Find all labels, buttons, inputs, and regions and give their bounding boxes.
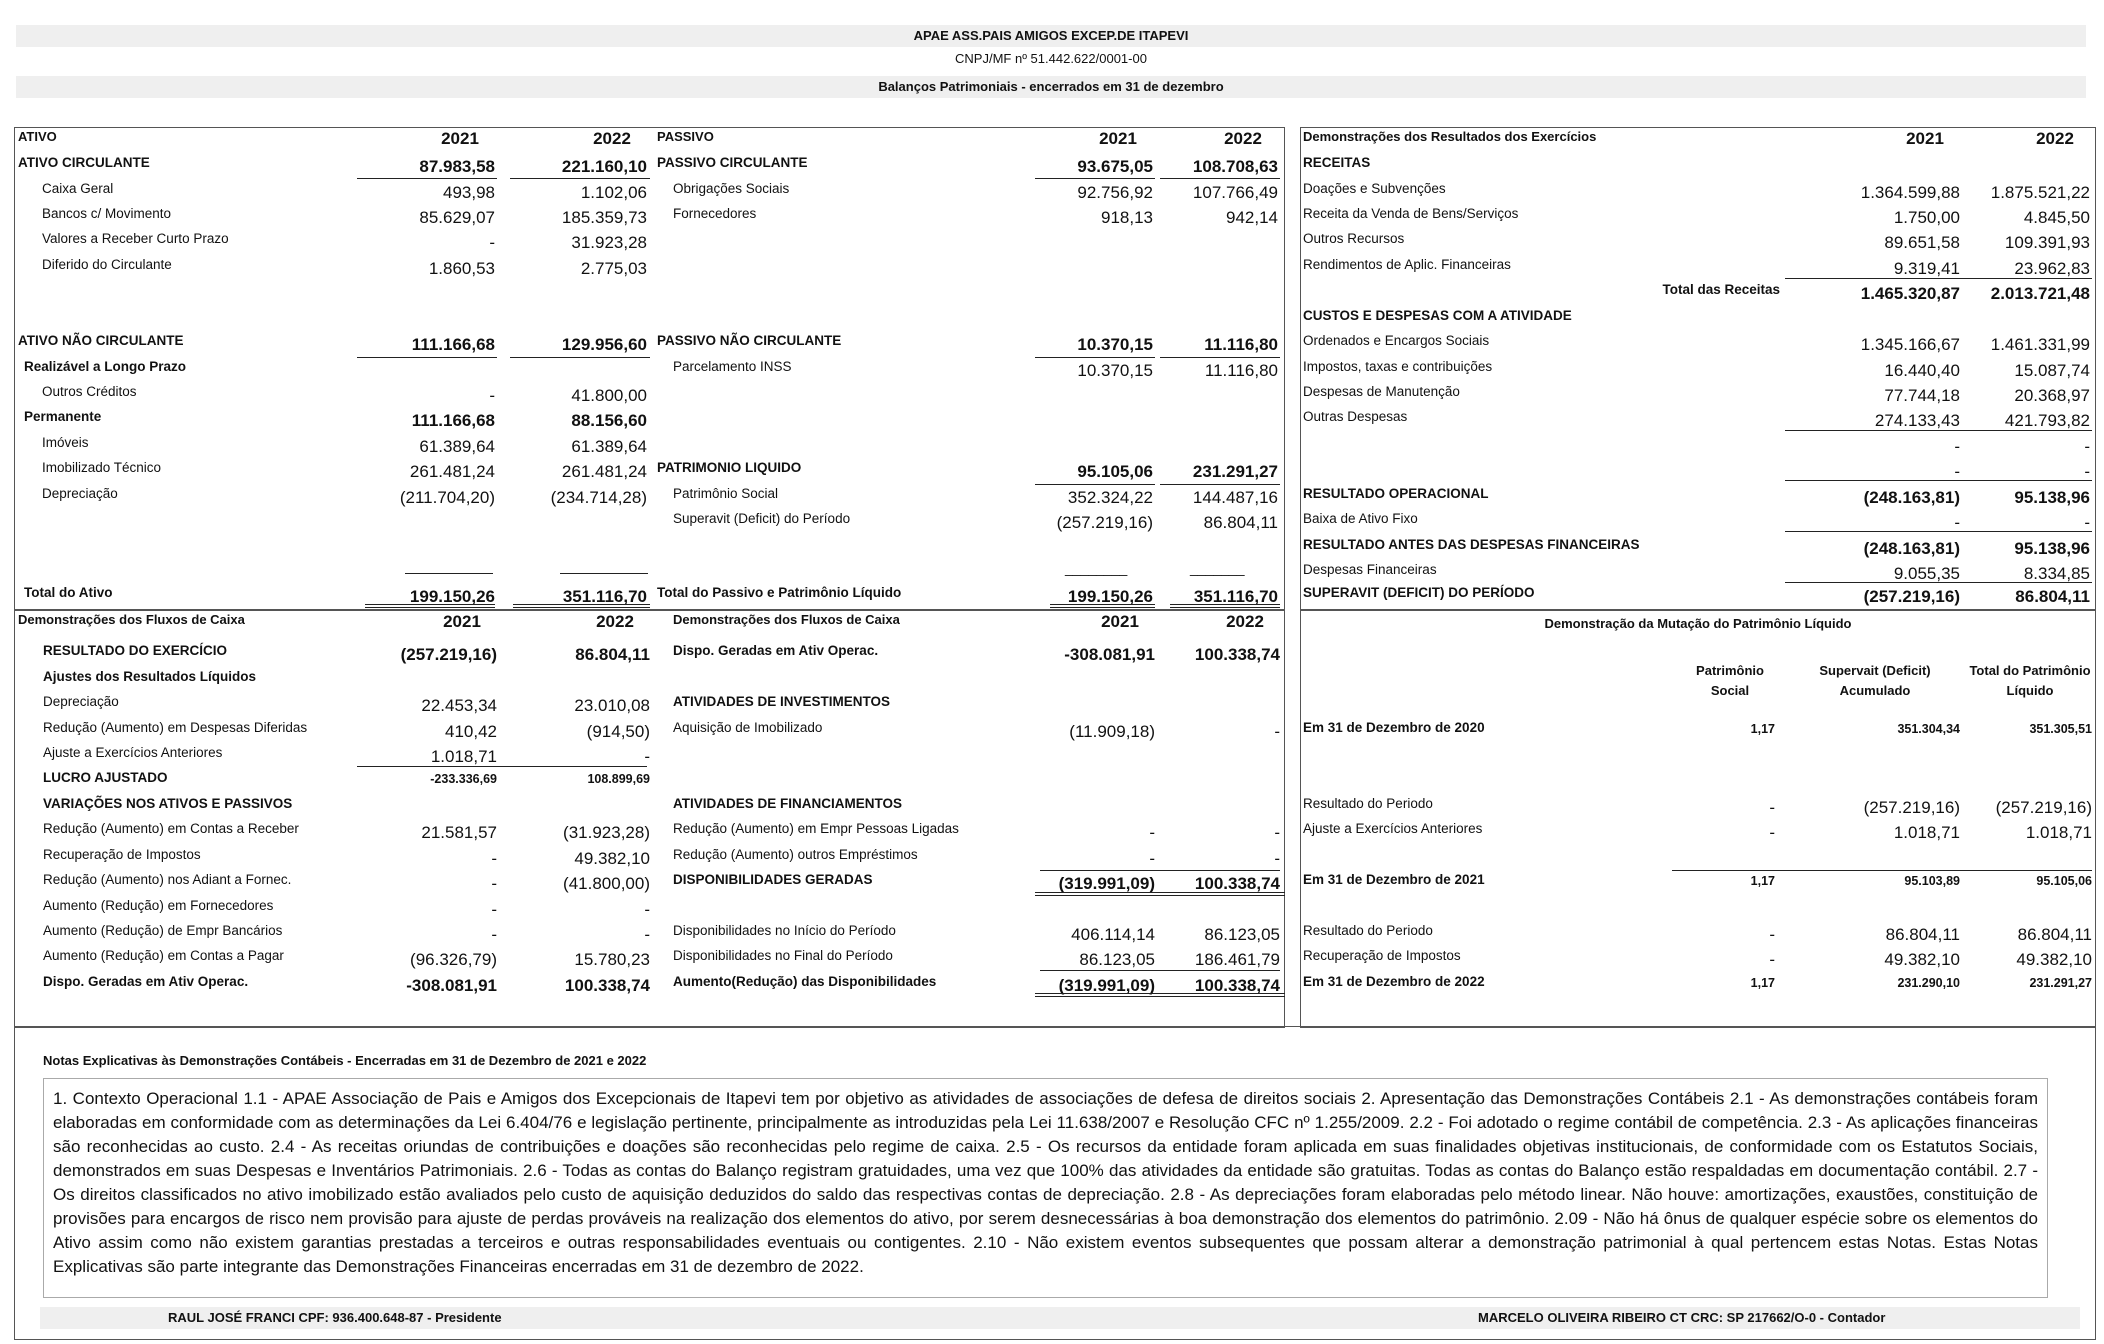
passivo-value-2022: 351.116,70 bbox=[1193, 587, 1278, 606]
dfc-right-row-label: Redução (Aumento) outros Empréstimos bbox=[673, 847, 918, 862]
dfc-left-row-label: Aumento (Redução) de Empr Bancários bbox=[43, 923, 283, 938]
rule-line bbox=[1035, 178, 1155, 179]
passivo-value-2021: 93.675,05 bbox=[1077, 157, 1153, 176]
passivo-dash-2021: ________ bbox=[1065, 560, 1128, 576]
signature-president: RAUL JOSÉ FRANCI CPF: 936.400.648-87 - Presidente bbox=[168, 1310, 502, 1325]
rule-line bbox=[1960, 480, 2092, 481]
dmpl-value-total: 351.305,51 bbox=[2029, 722, 2092, 736]
ativo-value-2022: 41.800,00 bbox=[571, 386, 647, 405]
rule-line bbox=[560, 573, 648, 574]
passivo-value-2022: 11.116,80 bbox=[1204, 361, 1278, 380]
rule-line bbox=[510, 357, 650, 358]
ativo-year-2021: 2021 bbox=[441, 129, 479, 148]
dmpl-value-total: 49.382,10 bbox=[2016, 950, 2092, 969]
rule-line bbox=[1785, 531, 1960, 532]
dre-value-2022: 95.138,96 bbox=[2014, 488, 2090, 507]
rule-line bbox=[1960, 582, 2092, 583]
ativo-row-label: Valores a Receber Curto Prazo bbox=[42, 231, 229, 246]
dmpl-value-patrimonio-social: - bbox=[1769, 823, 1775, 842]
passivo-row-label: PATRIMONIO LIQUIDO bbox=[657, 460, 802, 475]
ativo-value-2021: 111.166,68 bbox=[411, 411, 495, 430]
dre-row-label: RESULTADO ANTES DAS DESPESAS FINANCEIRAS bbox=[1303, 537, 1640, 552]
dmpl-value-patrimonio-social: 1,17 bbox=[1750, 976, 1775, 990]
dmpl-row-label: Resultado do Periodo bbox=[1303, 796, 1433, 811]
dre-row-label: Receita da Venda de Bens/Serviços bbox=[1303, 206, 1519, 221]
dfc-left-year-2022: 2022 bbox=[596, 612, 634, 631]
dfc-left-title: Demonstrações dos Fluxos de Caixa bbox=[18, 612, 245, 627]
ativo-value-2022: 31.923,28 bbox=[571, 233, 647, 252]
passivo-value-2021: 92.756,92 bbox=[1077, 183, 1153, 202]
dmpl-row-label: Em 31 de Dezembro de 2020 bbox=[1303, 720, 1485, 735]
dmpl-value-patrimonio-social: - bbox=[1769, 925, 1775, 944]
notes-title: Notas Explicativas às Demonstrações Contábeis - Encerradas em 31 de Dezembro de 2021 e 2022 bbox=[43, 1053, 647, 1068]
dre-value-2022: - bbox=[2084, 437, 2090, 456]
rule-line bbox=[357, 766, 647, 767]
rule-line bbox=[405, 573, 493, 574]
dfc-left-value-2021: 410,42 bbox=[445, 722, 497, 741]
ativo-value-2021: 261.481,24 bbox=[409, 462, 495, 481]
dfc-left-value-2022: 23.010,08 bbox=[574, 696, 650, 715]
dmpl-row-label: Em 31 de Dezembro de 2022 bbox=[1303, 974, 1485, 989]
ativo-row-label: Total do Ativo bbox=[24, 585, 113, 600]
ativo-value-2021: 199.150,26 bbox=[409, 587, 495, 606]
ativo-value-2022: 351.116,70 bbox=[562, 587, 647, 606]
ativo-value-2021: 85.629,07 bbox=[419, 208, 495, 227]
dre-value-2021: 1.465.320,87 bbox=[1860, 284, 1960, 303]
rule-line bbox=[1160, 357, 1280, 358]
dre-row-label: Ordenados e Encargos Sociais bbox=[1303, 333, 1490, 348]
dfc-right-value-2021: (319.991,09) bbox=[1058, 874, 1155, 893]
ativo-row-label: Diferido do Circulante bbox=[42, 257, 172, 272]
dre-value-2021: (248.163,81) bbox=[1863, 488, 1960, 507]
ativo-value-2021: (211.704,20) bbox=[399, 488, 495, 507]
dre-value-2021: 1.364.599,88 bbox=[1860, 183, 1960, 202]
dmpl-value-superavit: 95.103,89 bbox=[1904, 874, 1960, 888]
entity-name: APAE ASS.PAIS AMIGOS EXCEP.DE ITAPEVI bbox=[16, 25, 2086, 47]
dfc-left-value-2021: (96.326,79) bbox=[410, 950, 497, 969]
dfc-left-value-2021: -308.081,91 bbox=[406, 976, 497, 995]
notes-text: 1. Contexto Operacional 1.1 - APAE Associação de Pais e Amigos dos Excepcionais de Itapevi tem por objetivo as atividades de associações de defesa de direitos sociais 2. Apresentação das Demonstrações Contábeis 2.1 - As demonstrações contábeis foram elaboradas em conformidade com as determinações da Lei 6.404/76 e legislação pertinente, principalmente as introduzidas pela Lei 11.638/2007 e Resolução CFC nº 1.255/2009. 2.2 - Foi adotado o regime contábil de competência. 2.3 - As aplicações financeiras são reconhecidas ao custo. 2.4 - As receitas oriundas de contribuições e doações são reconhecidas pelo regime de caixa. 2.5 - Os recursos da entidade foram aplicada em suas finalidades objetivas institucionais, de conformidade com os Estatutos Sociais, demonstrados em suas Despesas e Inventários Patrimoniais. 2.6 - Todas as contas do Balanço registram gratuidades, uma vez que 100% das atividades da entidade são gratuitas. Todas as contas do Balanço estão respaldadas em documentação contábil. 2.7 - Os direitos classificados no ativo imobilizado estão avaliados pelo custo de aquisição deduzidos do saldo das respectivas contas de depreciação. 2.8 - As depreciações foram elaboradas pelo método linear. Não houve: amortizações, exaustões, constituição de provisões para encargos de risco nem provisão para ajuste de perdas prováveis na realização dos elementos do ativo, por serem desnecessárias à boa demonstração dos elementos do patrimônio. 2.09 - Não há ônus de qualquer espécie sobre os elementos do Ativo assim como não existem garantias prestadas a terceiros e outras responsabilidades eventuais ou contigentes. 2.10 - Não existem eventos subsequentes que possam alterar a demonstração patrimonial à qual pertencem estas Notas. Estas Notas Explicativas são parte integrante das Demonstrações Financeiras encerradas em 31 de dezembro de 2022. bbox=[43, 1078, 2048, 1298]
dfc-left-row-label: RESULTADO DO EXERCÍCIO bbox=[43, 643, 228, 658]
dfc-right-year-2021: 2021 bbox=[1101, 612, 1139, 631]
rule-line bbox=[365, 604, 495, 608]
dmpl-row-label: Resultado do Periodo bbox=[1303, 923, 1433, 938]
dmpl-value-total: 95.105,06 bbox=[2036, 874, 2092, 888]
rule-line bbox=[1035, 993, 1285, 997]
dfc-right-row-label: ATIVIDADES DE INVESTIMENTOS bbox=[673, 694, 891, 709]
dre-title: Demonstrações dos Resultados dos Exercícios bbox=[1303, 129, 1597, 144]
dfc-left-value-2022: - bbox=[644, 925, 650, 944]
dmpl-value-superavit: 49.382,10 bbox=[1884, 950, 1960, 969]
passivo-row-label: Patrimônio Social bbox=[673, 486, 779, 501]
dmpl-value-superavit: 231.290,10 bbox=[1897, 976, 1960, 990]
dre-value-2022: 4.845,50 bbox=[2023, 208, 2090, 227]
rule-line bbox=[1050, 604, 1155, 608]
dfc-right-row-label: Disponibilidades no Final do Período bbox=[673, 948, 893, 963]
rule-line bbox=[1040, 970, 1280, 971]
dre-row-label: SUPERAVIT (DEFICIT) DO PERÍODO bbox=[1303, 585, 1535, 600]
passivo-value-2021: 10.370,15 bbox=[1077, 335, 1153, 354]
dre-value-2022: 23.962,83 bbox=[2014, 259, 2090, 278]
dre-value-2021: - bbox=[1954, 513, 1960, 532]
passivo-row-label: Superavit (Deficit) do Período bbox=[673, 511, 851, 526]
dfc-left-row-label: Redução (Aumento) em Contas a Receber bbox=[43, 821, 299, 836]
signature-accountant: MARCELO OLIVEIRA RIBEIRO CT CRC: SP 217662/O-0 - Contador bbox=[1478, 1310, 1886, 1325]
cnpj: CNPJ/MF nº 51.442.622/0001-00 bbox=[955, 51, 1147, 66]
dmpl-value-total: 1.018,71 bbox=[2025, 823, 2092, 842]
dfc-left-value-2022: (914,50) bbox=[586, 722, 650, 741]
ativo-value-2021: 493,98 bbox=[443, 183, 495, 202]
dmpl-value-superavit: 351.304,34 bbox=[1897, 722, 1960, 736]
dfc-left-value-2022: 86.804,11 bbox=[575, 645, 650, 664]
dfc-left-row-label: Redução (Aumento) nos Adiant a Fornec. bbox=[43, 872, 292, 887]
ativo-year-2022: 2022 bbox=[593, 129, 631, 148]
dmpl-col-total: Total do Patrimônio Líquido bbox=[1969, 663, 2091, 698]
dfc-left-row-label: Recuperação de Impostos bbox=[43, 847, 201, 862]
ativo-value-2022: 1.102,06 bbox=[580, 183, 647, 202]
dre-row-label: Despesas de Manutenção bbox=[1303, 384, 1460, 399]
dfc-left-value-2021: - bbox=[491, 925, 497, 944]
ativo-row-label: ATIVO CIRCULANTE bbox=[18, 155, 150, 170]
dre-value-2022: 1.875.521,22 bbox=[1990, 183, 2090, 202]
dre-value-2022: 2.013.721,48 bbox=[1990, 284, 2090, 303]
rule-line bbox=[513, 604, 650, 608]
dfc-left-value-2021: -233.336,69 bbox=[430, 772, 497, 786]
dfc-left-row-label: Redução (Aumento) em Despesas Diferidas bbox=[43, 720, 308, 735]
dmpl-value-patrimonio-social: 1,17 bbox=[1750, 722, 1775, 736]
dre-row-label: Despesas Financeiras bbox=[1303, 562, 1437, 577]
dfc-left-row-label: Aumento (Redução) em Fornecedores bbox=[43, 898, 274, 913]
rule-line bbox=[1785, 480, 1960, 481]
ativo-title: ATIVO bbox=[18, 129, 57, 144]
ativo-value-2022: 129.956,60 bbox=[561, 335, 647, 354]
dre-value-2022: 8.334,85 bbox=[2023, 564, 2090, 583]
dfc-left-row-label: Dispo. Geradas em Ativ Operac. bbox=[43, 974, 249, 989]
dfc-right-value-2022: - bbox=[1274, 722, 1280, 741]
dmpl-title: Demonstração da Mutação do Patrimônio Líquido bbox=[1544, 616, 1852, 631]
dre-row-label: Doações e Subvenções bbox=[1303, 181, 1446, 196]
dre-value-2021: 77.744,18 bbox=[1884, 386, 1960, 405]
dfc-right-value-2021: 86.123,05 bbox=[1079, 950, 1155, 969]
passivo-row-label: PASSIVO CIRCULANTE bbox=[657, 155, 808, 170]
dfc-right-value-2021: 406.114,14 bbox=[1071, 925, 1155, 944]
dfc-left-value-2022: - bbox=[644, 900, 650, 919]
rule-line bbox=[1035, 892, 1285, 896]
dfc-right-value-2021: -308.081,91 bbox=[1064, 645, 1155, 664]
dfc-left-row-label: LUCRO AJUSTADO bbox=[43, 770, 168, 785]
dre-value-2022: 86.804,11 bbox=[2015, 587, 2090, 606]
dre-year-2022: 2022 bbox=[2036, 129, 2074, 148]
dre-value-2022: 421.793,82 bbox=[2004, 411, 2090, 430]
dfc-left-value-2022: 49.382,10 bbox=[574, 849, 650, 868]
ativo-row-label: Bancos c/ Movimento bbox=[42, 206, 172, 221]
dmpl-value-superavit: 1.018,71 bbox=[1893, 823, 1960, 842]
dre-value-2021: - bbox=[1954, 462, 1960, 481]
ativo-value-2022: 2.775,03 bbox=[580, 259, 647, 278]
dmpl-col-superavit: Supervait (Deficit) Acumulado bbox=[1819, 663, 1931, 698]
dfc-left-row-label: Ajustes dos Resultados Líquidos bbox=[43, 669, 257, 684]
ativo-value-2021: 87.983,58 bbox=[419, 157, 495, 176]
rule-line bbox=[1672, 870, 2092, 871]
dre-row-label: Outros Recursos bbox=[1303, 231, 1405, 246]
rule-line bbox=[1960, 278, 2092, 279]
dre-value-2022: 15.087,74 bbox=[2014, 361, 2090, 380]
passivo-value-2021: (257.219,16) bbox=[1056, 513, 1153, 532]
ativo-row-label: Imobilizado Técnico bbox=[42, 460, 162, 475]
dmpl-value-total: (257.219,16) bbox=[1995, 798, 2092, 817]
passivo-value-2022: 11.116,80 bbox=[1204, 335, 1278, 354]
dfc-right-row-label: DISPONIBILIDADES GERADAS bbox=[673, 872, 873, 887]
dre-value-2022: 95.138,96 bbox=[2014, 539, 2090, 558]
passivo-year-2022: 2022 bbox=[1224, 129, 1262, 148]
rule-line bbox=[1170, 604, 1280, 608]
dre-value-2021: 16.440,40 bbox=[1884, 361, 1960, 380]
dfc-right-value-2022: 186.461,79 bbox=[1194, 950, 1280, 969]
passivo-value-2022: 942,14 bbox=[1226, 208, 1278, 227]
dre-value-2021: 274.133,43 bbox=[1874, 411, 1960, 430]
rule-line bbox=[1040, 870, 1280, 871]
dre-row-label: Impostos, taxas e contribuições bbox=[1303, 359, 1493, 374]
dmpl-value-patrimonio-social: 1,17 bbox=[1750, 874, 1775, 888]
dmpl-row-label: Ajuste a Exercícios Anteriores bbox=[1303, 821, 1483, 836]
dre-row-label: Baixa de Ativo Fixo bbox=[1303, 511, 1418, 526]
passivo-dash-2022: _______ bbox=[1190, 560, 1245, 576]
dfc-left-value-2021: - bbox=[491, 874, 497, 893]
dfc-right-row-label: Aumento(Redução) das Disponibilidades bbox=[673, 974, 937, 989]
passivo-row-label: Fornecedores bbox=[673, 206, 757, 221]
passivo-row-label: Obrigações Sociais bbox=[673, 181, 790, 196]
dmpl-value-superavit: (257.219,16) bbox=[1863, 798, 1960, 817]
passivo-value-2021: 95.105,06 bbox=[1077, 462, 1153, 481]
ativo-row-label: ATIVO NÃO CIRCULANTE bbox=[18, 333, 184, 348]
dfc-left-year-2021: 2021 bbox=[443, 612, 481, 631]
ativo-row-label: Caixa Geral bbox=[42, 181, 114, 196]
dre-row-label: Total das Receitas bbox=[1662, 282, 1780, 297]
dre-row-label: CUSTOS E DESPESAS COM A ATIVIDADE bbox=[1303, 308, 1572, 323]
dfc-right-value-2022: 100.338,74 bbox=[1194, 874, 1280, 893]
ativo-value-2022: 61.389,64 bbox=[571, 437, 647, 456]
dre-value-2022: 1.461.331,99 bbox=[1990, 335, 2090, 354]
passivo-value-2022: 107.766,49 bbox=[1192, 183, 1278, 202]
dfc-left-value-2021: (257.219,16) bbox=[400, 645, 497, 664]
ativo-value-2021: 61.389,64 bbox=[419, 437, 495, 456]
dre-value-2021: 9.055,35 bbox=[1893, 564, 1960, 583]
dfc-right-value-2021: - bbox=[1149, 823, 1155, 842]
passivo-year-2021: 2021 bbox=[1099, 129, 1137, 148]
ativo-row-label: Permanente bbox=[24, 409, 102, 424]
rule-line bbox=[1160, 484, 1280, 485]
ativo-value-2022: 261.481,24 bbox=[561, 462, 647, 481]
ativo-value-2022: 221.160,10 bbox=[561, 157, 647, 176]
passivo-value-2021: 352.324,22 bbox=[1067, 488, 1153, 507]
rule-line bbox=[510, 178, 650, 179]
dfc-left-value-2022: 100.338,74 bbox=[564, 976, 650, 995]
rule-line bbox=[1960, 531, 2092, 532]
dfc-right-row-label: Disponibilidades no Início do Período bbox=[673, 923, 896, 938]
rule-line bbox=[1960, 430, 2092, 431]
dmpl-row-label: Em 31 de Dezembro de 2021 bbox=[1303, 872, 1485, 887]
passivo-value-2021: 199.150,26 bbox=[1067, 587, 1153, 606]
dfc-left-value-2022: (41.800,00) bbox=[563, 874, 650, 893]
dre-value-2022: - bbox=[2084, 513, 2090, 532]
dfc-right-value-2021: (319.991,09) bbox=[1058, 976, 1155, 995]
dfc-left-value-2022: - bbox=[644, 747, 650, 766]
dre-value-2021: - bbox=[1954, 437, 1960, 456]
dre-row-label: RECEITAS bbox=[1303, 155, 1371, 170]
rule-line bbox=[1035, 484, 1155, 485]
ativo-row-label: Depreciação bbox=[42, 486, 118, 501]
dfc-left-value-2021: - bbox=[491, 849, 497, 868]
subtitle: Balanços Patrimoniais - encerrados em 31 de dezembro bbox=[16, 76, 2086, 98]
dfc-left-value-2021: 22.453,34 bbox=[421, 696, 497, 715]
passivo-value-2022: 86.804,11 bbox=[1203, 513, 1278, 532]
ativo-value-2021: 111.166,68 bbox=[411, 335, 495, 354]
dre-value-2021: (257.219,16) bbox=[1863, 587, 1960, 606]
passivo-row-label: Parcelamento INSS bbox=[673, 359, 792, 374]
signature-bar bbox=[40, 1307, 2080, 1329]
dmpl-value-total: 86.804,11 bbox=[2017, 925, 2092, 944]
ativo-value-2022: 88.156,60 bbox=[571, 411, 647, 430]
dre-year-2021: 2021 bbox=[1906, 129, 1944, 148]
dfc-left-row-label: Depreciação bbox=[43, 694, 119, 709]
ativo-value-2021: 1.860,53 bbox=[428, 259, 495, 278]
passivo-row-label: PASSIVO NÃO CIRCULANTE bbox=[657, 333, 842, 348]
ativo-row-label: Imóveis bbox=[42, 435, 89, 450]
dre-value-2021: 1.750,00 bbox=[1893, 208, 1960, 227]
dfc-left-value-2022: (31.923,28) bbox=[563, 823, 650, 842]
dfc-left-value-2021: - bbox=[491, 900, 497, 919]
dre-row-label: Outras Despesas bbox=[1303, 409, 1408, 424]
dfc-left-value-2021: 1.018,71 bbox=[430, 747, 497, 766]
passivo-value-2021: 918,13 bbox=[1101, 208, 1153, 227]
dfc-left-row-label: VARIAÇÕES NOS ATIVOS E PASSIVOS bbox=[43, 796, 293, 811]
dfc-left-row-label: Aumento (Redução) em Contas a Pagar bbox=[43, 948, 284, 963]
dre-value-2021: 9.319,41 bbox=[1893, 259, 1960, 278]
dfc-left-value-2022: 108.899,69 bbox=[587, 772, 650, 786]
passivo-value-2022: 144.487,16 bbox=[1192, 488, 1278, 507]
dre-value-2022: 20.368,97 bbox=[2014, 386, 2090, 405]
ativo-row-label: Outros Créditos bbox=[42, 384, 137, 399]
rule-line bbox=[1785, 582, 1960, 583]
passivo-value-2022: 231.291,27 bbox=[1192, 462, 1278, 481]
dre-value-2021: (248.163,81) bbox=[1863, 539, 1960, 558]
dfc-right-row-label: Aquisição de Imobilizado bbox=[673, 720, 823, 735]
dfc-left-value-2021: 21.581,57 bbox=[421, 823, 497, 842]
dmpl-row-label: Recuperação de Impostos bbox=[1303, 948, 1461, 963]
passivo-row-label: Total do Passivo e Patrimônio Líquido bbox=[657, 585, 902, 600]
passivo-title: PASSIVO bbox=[657, 129, 714, 144]
dfc-right-value-2022: - bbox=[1274, 849, 1280, 868]
dfc-right-value-2021: - bbox=[1149, 849, 1155, 868]
ativo-value-2021: - bbox=[489, 233, 495, 252]
ativo-value-2022: 185.359,73 bbox=[561, 208, 647, 227]
ativo-value-2021: - bbox=[489, 386, 495, 405]
dmpl-value-superavit: 86.804,11 bbox=[1885, 925, 1960, 944]
rule-line bbox=[1785, 278, 1960, 279]
dfc-right-value-2022: 100.338,74 bbox=[1194, 976, 1280, 995]
dre-value-2021: 89.651,58 bbox=[1884, 233, 1960, 252]
dmpl-value-patrimonio-social: - bbox=[1769, 798, 1775, 817]
rule-line bbox=[1035, 357, 1155, 358]
rule-line bbox=[1160, 178, 1280, 179]
dre-value-2021: 1.345.166,67 bbox=[1860, 335, 1960, 354]
dre-row-label: RESULTADO OPERACIONAL bbox=[1303, 486, 1489, 501]
dre-value-2022: 109.391,93 bbox=[2004, 233, 2090, 252]
dfc-right-row-label: Redução (Aumento) em Empr Pessoas Ligadas bbox=[673, 821, 959, 836]
dre-value-2022: - bbox=[2084, 462, 2090, 481]
dmpl-value-total: 231.291,27 bbox=[2029, 976, 2092, 990]
passivo-value-2022: 108.708,63 bbox=[1192, 157, 1278, 176]
dfc-right-row-label: ATIVIDADES DE FINANCIAMENTOS bbox=[673, 796, 903, 811]
passivo-value-2021: 10.370,15 bbox=[1077, 361, 1153, 380]
dfc-right-title: Demonstrações dos Fluxos de Caixa bbox=[673, 612, 900, 627]
ativo-row-label: Realizável a Longo Prazo bbox=[24, 359, 187, 374]
dfc-right-value-2021: (11.909,18) bbox=[1069, 722, 1155, 741]
dfc-right-value-2022: 100.338,74 bbox=[1194, 645, 1280, 664]
dfc-right-value-2022: - bbox=[1274, 823, 1280, 842]
dre-row-label: Rendimentos de Aplic. Financeiras bbox=[1303, 257, 1511, 272]
dmpl-col-patrimonio-social: Patrimônio Social bbox=[1696, 663, 1764, 698]
dmpl-value-patrimonio-social: - bbox=[1769, 950, 1775, 969]
ativo-value-2022: (234.714,28) bbox=[550, 488, 647, 507]
dfc-right-year-2022: 2022 bbox=[1226, 612, 1264, 631]
dfc-left-value-2022: 15.780,23 bbox=[574, 950, 650, 969]
dfc-right-value-2022: 86.123,05 bbox=[1204, 925, 1280, 944]
rule-line bbox=[357, 357, 497, 358]
rule-line bbox=[1785, 430, 1960, 431]
dfc-left-row-label: Ajuste a Exercícios Anteriores bbox=[43, 745, 223, 760]
rule-line bbox=[357, 178, 497, 179]
dfc-right-row-label: Dispo. Geradas em Ativ Operac. bbox=[673, 643, 879, 658]
